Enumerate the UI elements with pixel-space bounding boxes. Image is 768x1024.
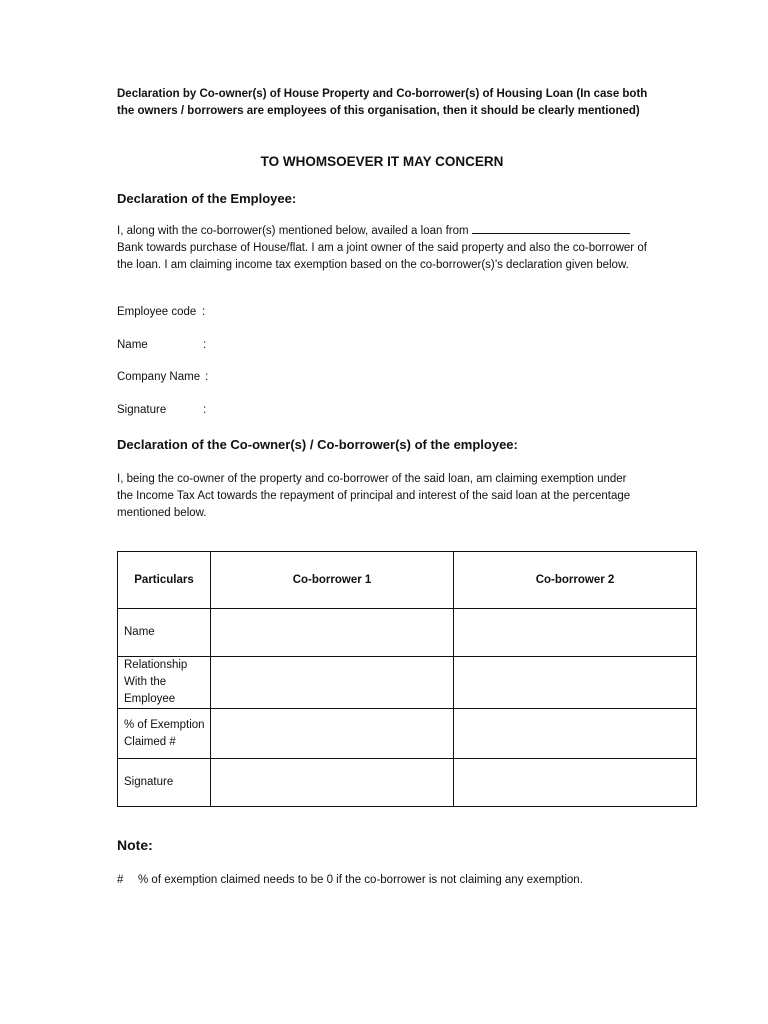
cell-coborrower-1-signature[interactable] xyxy=(211,759,454,807)
cell-coborrower-2-signature[interactable] xyxy=(454,759,697,807)
cell-coborrower-1-exemption[interactable] xyxy=(211,709,454,759)
signature-colon: : xyxy=(203,404,207,416)
employee-declaration-heading: Declaration of the Employee: xyxy=(117,191,297,206)
table-row xyxy=(118,657,697,709)
coborrower-declaration-paragraph: I, being the co-owner of the property and co-borrower of the said loan, am claiming exemption under the Income Tax Act towards the repayment of principal and interest of the said loan at the percentage mentioned below. xyxy=(117,473,631,519)
header-coborrower-1: Co-borrower 1 xyxy=(211,552,454,609)
coborrower-declaration-heading: Declaration of the Co-owner(s) / Co-borrower(s) of the employee: xyxy=(117,437,518,452)
row-label-exemption: % of Exemption Claimed # xyxy=(118,709,211,759)
header-particulars: Particulars xyxy=(118,552,211,609)
cell-coborrower-1-relationship[interactable] xyxy=(211,657,454,709)
table-row xyxy=(118,709,697,759)
coborrower-table xyxy=(117,551,697,807)
name-colon: : xyxy=(203,339,207,351)
note-text: % of exemption claimed needs to be 0 if the co-borrower is not claiming any exemption. xyxy=(138,874,583,886)
employee-paragraph-end: Bank towards purchase of House/flat. I am a joint owner of the said property and also the co-borrower of the loan. I am claiming income tax exemption based on the co-borrower(s)’s declaration given below. xyxy=(117,242,647,271)
employee-declaration-paragraph xyxy=(117,223,652,274)
row-label-relationship: Relationship With the Employee xyxy=(118,657,211,709)
document-header: Declaration by Co-owner(s) of House Property and Co-borrower(s) of Housing Loan (In case both the owners / borrowers are employees of this organisation, then it should be clearly mentioned) xyxy=(117,88,648,117)
employee-code-colon: : xyxy=(202,306,206,318)
employee-paragraph-start: I, along with the co-borrower(s) mentioned below, availed a loan from xyxy=(117,225,472,237)
table-header-row xyxy=(118,552,697,609)
row-label-name: Name xyxy=(118,609,211,657)
employee-code-label: Employee code xyxy=(117,306,197,318)
company-name-colon: : xyxy=(205,371,209,383)
cell-coborrower-2-exemption[interactable] xyxy=(454,709,697,759)
company-name-label: Company Name xyxy=(117,371,201,383)
table-row xyxy=(118,759,697,807)
name-label: Name xyxy=(117,339,148,351)
table-row xyxy=(118,609,697,657)
cell-coborrower-2-relationship[interactable] xyxy=(454,657,697,709)
note-heading: Note: xyxy=(117,837,153,853)
header-coborrower-2: Co-borrower 2 xyxy=(454,552,697,609)
bank-name-blank[interactable] xyxy=(472,223,630,234)
cell-coborrower-1-name[interactable] xyxy=(211,609,454,657)
note-symbol: # xyxy=(117,874,124,886)
row-label-signature: Signature xyxy=(118,759,211,807)
signature-label: Signature xyxy=(117,404,167,416)
document-title: TO WHOMSOEVER IT MAY CONCERN xyxy=(260,154,504,169)
cell-coborrower-2-name[interactable] xyxy=(454,609,697,657)
